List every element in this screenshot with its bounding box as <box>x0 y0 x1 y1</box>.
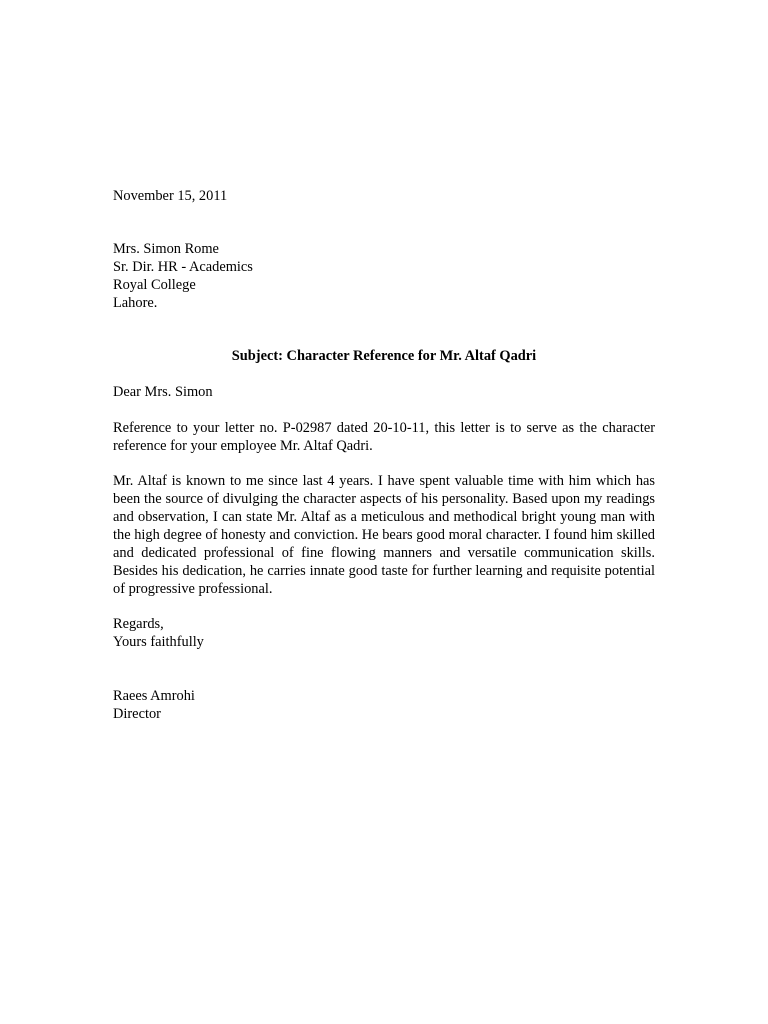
signatory-name: Raees Amrohi <box>113 688 195 704</box>
signatory-title: Director <box>113 706 161 722</box>
salutation: Dear Mrs. Simon <box>113 384 213 400</box>
letter-date: November 15, 2011 <box>113 188 228 204</box>
recipient-address <box>113 240 655 312</box>
signature-block <box>113 687 655 723</box>
body-paragraph: Reference to your letter no. P-02987 dated 20-10-11, this letter is to serve as the character reference for your employee Mr. Altaf Qadri. <box>113 420 655 454</box>
body-paragraph: Mr. Altaf is known to me since last 4 years. I have spent valuable time with him which has been the source of divulging the character aspects of his personality. Based upon my readings and observation, I can state Mr. Altaf as a meticulous and methodical bright young man with the high degree of honesty and conviction. He bears good moral character. I found him skilled and dedicated professional of fine flowing manners and versatile communication skills. Besides his dedication, he carries innate good taste for further learning and requisite potential of progressive professional. <box>113 473 655 597</box>
recipient-name: Mrs. Simon Rome <box>113 241 219 257</box>
closing-regards: Regards, <box>113 616 164 632</box>
letter-subject: Subject: Character Reference for Mr. Altaf Qadri <box>231 348 537 364</box>
closing <box>113 615 655 651</box>
closing-sign-off: Yours faithfully <box>113 634 204 650</box>
recipient-organization: Royal College <box>113 277 196 293</box>
recipient-city: Lahore. <box>113 295 158 311</box>
recipient-title: Sr. Dir. HR - Academics <box>113 259 253 275</box>
